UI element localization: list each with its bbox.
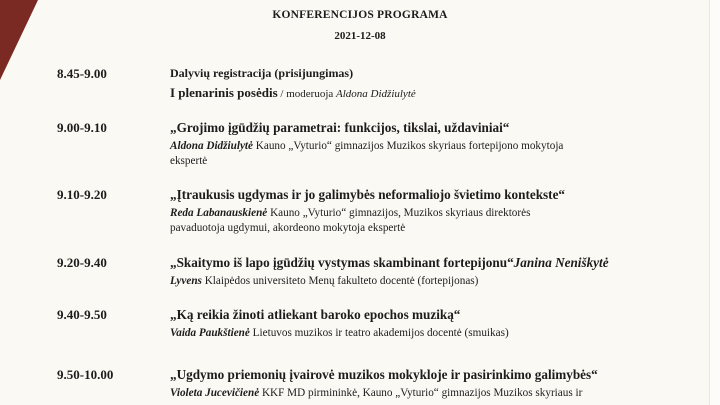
speaker-affiliation: Klaipėdos universiteto Menų fakulteto docentė (fortepijonas) xyxy=(201,275,479,287)
plenary-session-title: I plenarinis posėdis xyxy=(170,85,278,100)
speaker-affiliation: Kauno „Vyturio“ gimnazijos, Muzikos skyriaus direktorės xyxy=(267,207,531,219)
session-title: „Ką reikia žinoti atliekant baroko epochos muziką“ xyxy=(170,307,461,322)
time-slot: 9.20-9.40 xyxy=(57,255,107,270)
speaker-role: pavaduotoja ugdymui, akordeono mokytoja ekspertė xyxy=(170,221,406,234)
speaker-affiliation: Kauno „Vyturio“ gimnazijos Muzikos skyriaus fortepijono mokytoja xyxy=(252,140,564,152)
session-speaker-info xyxy=(170,274,690,289)
speaker-name: Violeta Jucevičienė xyxy=(170,387,260,399)
session-content xyxy=(170,307,690,341)
time-slot: 9.10-9.20 xyxy=(57,187,107,202)
session-speaker-info xyxy=(170,139,690,168)
moderator-name: Aldona Didžiulytė xyxy=(336,88,416,100)
speaker-affiliation: KKF MD pirmininkė, Kauno „Vyturio“ gimnazijos Muzikos skyriaus ir xyxy=(259,387,583,399)
speaker-name: Vaida Paukštienė xyxy=(170,327,250,339)
session-speaker-info xyxy=(170,326,690,341)
program-title: KONFERENCIJOS PROGRAMA xyxy=(272,9,448,21)
time-slot: 8.45-9.00 xyxy=(57,66,107,81)
session-title-line xyxy=(170,255,690,271)
time-slot: 9.00-9.10 xyxy=(57,120,107,135)
session-content xyxy=(170,367,690,401)
speaker-name: Janina Neniškytė xyxy=(513,255,609,270)
program-date: 2021-12-08 xyxy=(334,30,386,42)
session-title: „Skaitymo iš lapo įgūdžių vystymas skambinant fortepijonu“ xyxy=(170,255,514,270)
session-content xyxy=(170,255,690,289)
session-title: „Grojimo įgūdžių parametrai: funkcijos, tikslai, uždaviniai“ xyxy=(170,120,510,135)
speaker-affiliation: Lietuvos muzikos ir teatro akademijos docentė (smuikas) xyxy=(249,327,509,339)
speaker-role: ekspertė xyxy=(170,154,208,167)
speaker-name: Aldona Didžiulytė xyxy=(170,140,253,152)
page-right-edge xyxy=(709,0,720,405)
time-slot: 9.50-10.00 xyxy=(57,367,114,382)
session-speaker-info xyxy=(170,206,690,235)
session-speaker-info xyxy=(170,386,690,401)
session-title: „Ugdymo priemonių įvairovė muzikos mokykloje ir pasirinkimo galimybės“ xyxy=(170,367,598,382)
session-content xyxy=(170,120,690,168)
registration-content xyxy=(170,66,690,101)
time-slot: 9.40-9.50 xyxy=(57,307,107,322)
registration-text: Dalyvių registracija (prisijungimas) xyxy=(170,66,354,80)
speaker-name-continued: Lyvens xyxy=(170,275,202,287)
session-content xyxy=(170,187,690,235)
session-title: „Įtraukusis ugdymas ir jo galimybės neformaliojo švietimo kontekste“ xyxy=(170,187,566,202)
plenary-session-line xyxy=(170,85,690,101)
moderator-label: / moderuoja xyxy=(277,88,337,100)
speaker-name: Reda Labanauskienė xyxy=(170,207,268,219)
